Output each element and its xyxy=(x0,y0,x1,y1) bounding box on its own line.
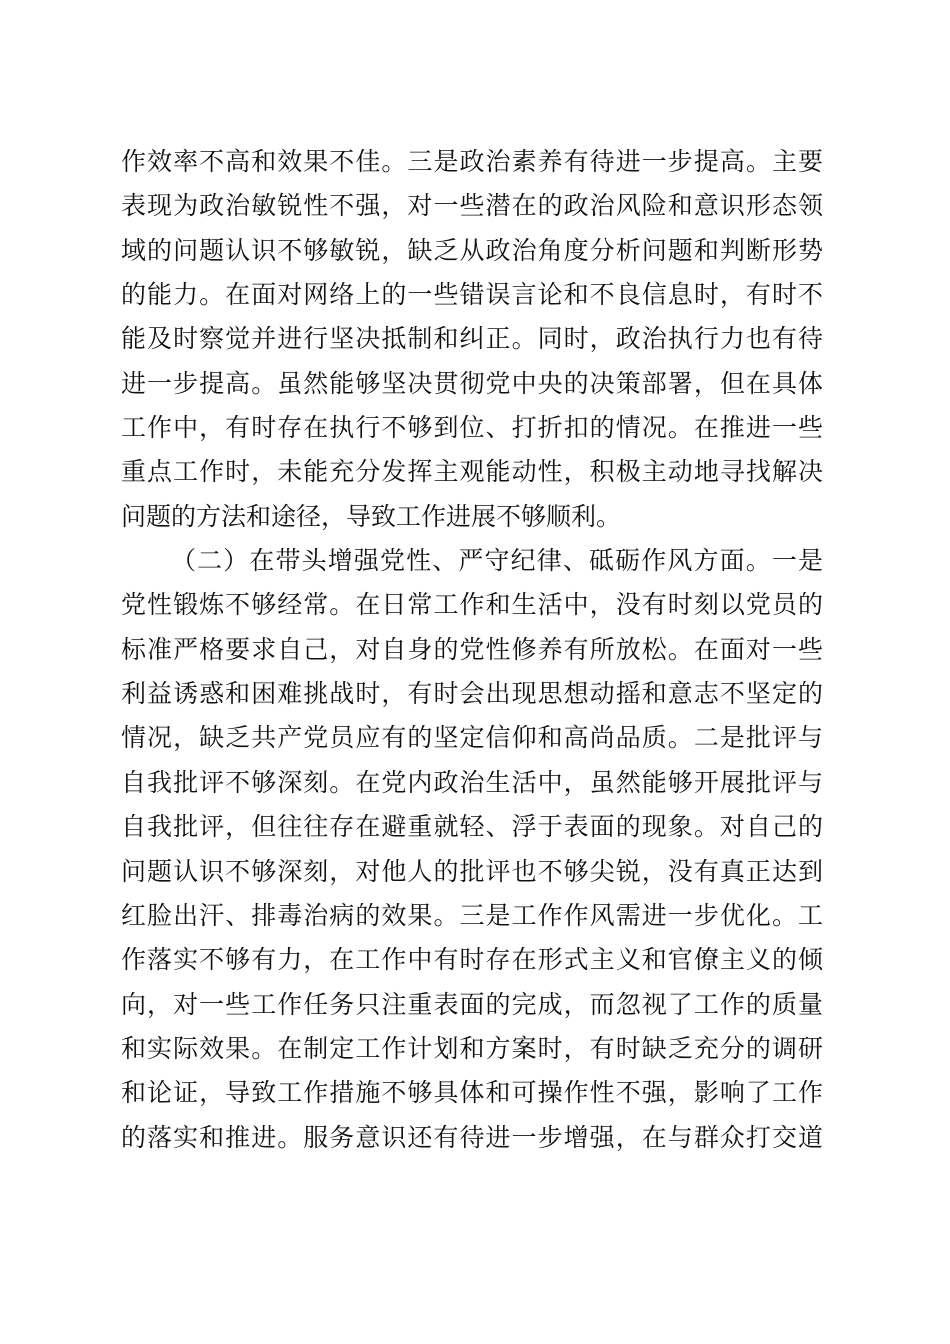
text-line: 党性锻炼不够经常。在日常工作和生活中，没有时刻以党员的 xyxy=(121,590,823,620)
text-line: 域的问题认识不够敏锐，缺乏从政治角度分析问题和判断形势 xyxy=(121,235,823,265)
text-line: 工作中，有时存在执行不够到位、打折扣的情况。在推进一些 xyxy=(121,413,823,443)
text-line: 利益诱惑和困难挑战时，有时会出现思想动摇和意志不坚定的 xyxy=(121,679,823,709)
text-line: 作效率不高和效果不佳。三是政治素养有待进一步提高。主要 xyxy=(121,147,823,176)
text-line: 向，对一些工作任务只注重表面的完成，而忽视了工作的质量 xyxy=(121,989,823,1019)
text-line: 红脸出汗、排毒治病的效果。三是工作作风需进一步优化。工 xyxy=(121,900,823,930)
text-line: 自我批评，但往往存在避重就轻、浮于表面的现象。对自己的 xyxy=(121,812,823,842)
text-line: 问题的方法和途径，导致工作进展不够顺利。 xyxy=(121,501,622,531)
text-line: 重点工作时，未能充分发挥主观能动性，积极主动地寻找解决 xyxy=(121,457,823,487)
text-line: 的落实和推进。服务意识还有待进一步增强，在与群众打交道 xyxy=(121,1122,823,1152)
section-heading-line: （二）在带头增强党性、严守纪律、砥砺作风方面。一是 xyxy=(171,546,823,576)
text-line: 表现为政治敏锐性不强，对一些潜在的政治风险和意识形态领 xyxy=(121,191,823,221)
text-line: 能及时察觉并进行坚决抵制和纠正。同时，政治执行力也有待 xyxy=(121,324,823,354)
text-line: 标准严格要求自己，对自身的党性修养有所放松。在面对一些 xyxy=(121,634,823,664)
text-line: 自我批评不够深刻。在党内政治生活中，虽然能够开展批评与 xyxy=(121,767,823,797)
text-line: 进一步提高。虽然能够坚决贯彻党中央的决策部署，但在具体 xyxy=(121,368,823,398)
text-line: 的能力。在面对网络上的一些错误言论和不良信息时，有时不 xyxy=(121,280,823,310)
text-line: 作落实不够有力，在工作中有时存在形式主义和官僚主义的倾 xyxy=(121,945,823,975)
text-line: 问题认识不够深刻，对他人的批评也不够尖锐，没有真正达到 xyxy=(121,856,823,886)
body-text xyxy=(121,140,823,1160)
text-line: 情况，缺乏共产党员应有的坚定信仰和高尚品质。二是批评与 xyxy=(121,723,823,753)
text-line: 和实际效果。在制定工作计划和方案时，有时缺乏充分的调研 xyxy=(121,1033,823,1063)
text-line: 和论证，导致工作措施不够具体和可操作性不强，影响了工作 xyxy=(121,1078,823,1108)
